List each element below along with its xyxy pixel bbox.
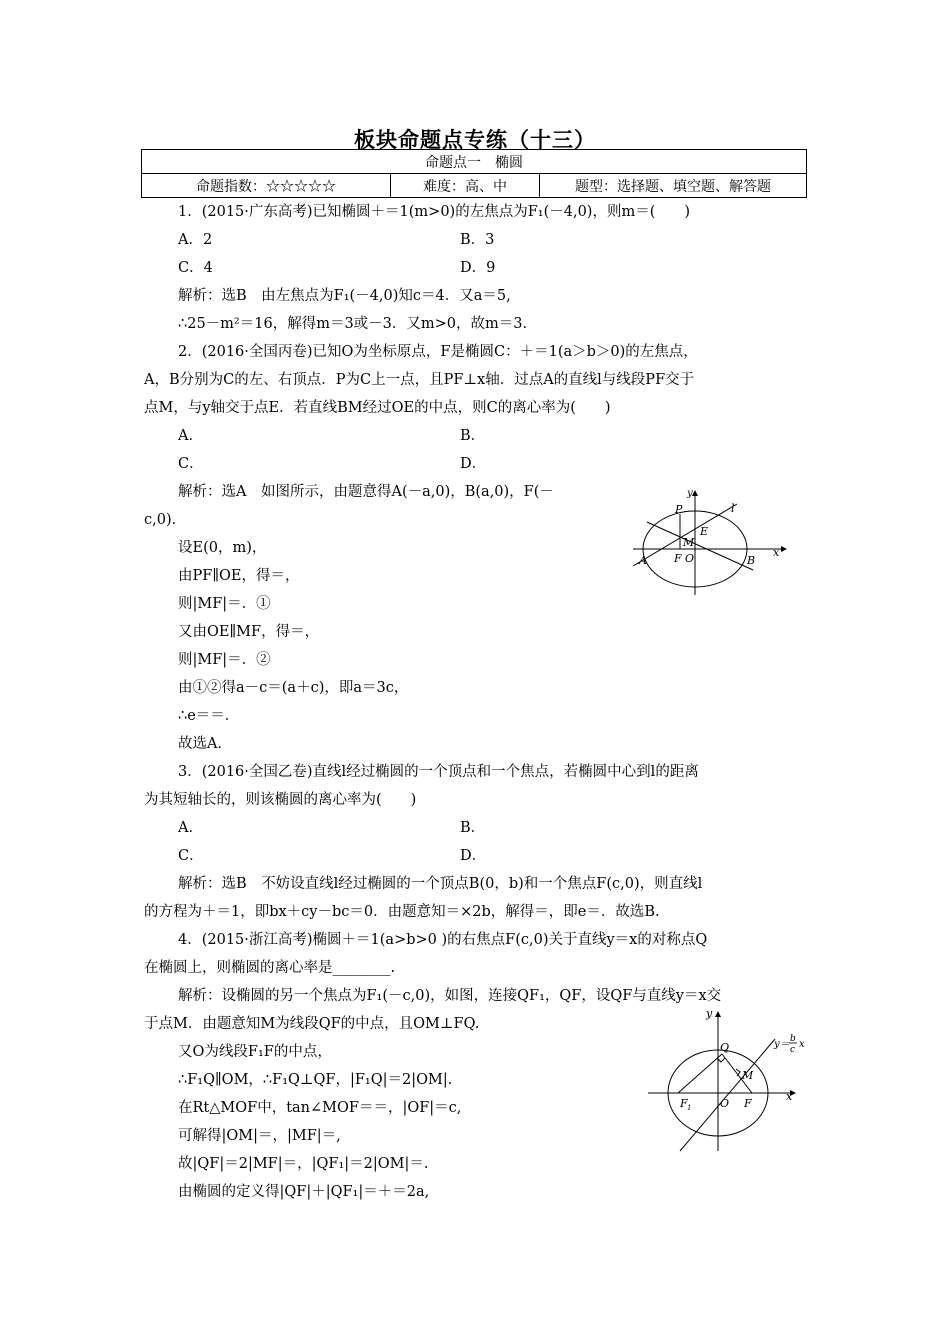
fig2-label-f: F — [744, 1097, 752, 1110]
fig2-label-m: M — [742, 1069, 754, 1082]
fig2-label-b: b — [790, 1034, 796, 1044]
fig2-label-o: O — [720, 1097, 730, 1110]
fig2-label-q: Q — [720, 1041, 730, 1054]
fig2-label-f1: F — [680, 1097, 688, 1110]
q2-solution-6: 又由OE∥MF，得＝， — [178, 624, 320, 640]
q3-option-d: D． — [460, 848, 487, 864]
q4-solution-7: 故|QF|＝2|MF|＝，|QF₁|＝2|OM|＝. — [178, 1156, 429, 1172]
fig2-label-y: y — [706, 1007, 713, 1020]
q4-solution-4: ∴F₁Q∥OM，∴F₁Q⊥QF，|F₁Q|＝2|OM|. — [178, 1072, 453, 1088]
fig1-label-a: A — [639, 554, 647, 567]
q2-solution-4: 由PF∥OE，得＝， — [178, 568, 300, 584]
q3-stem-1: 3．(2016·全国乙卷)直线l经过椭圆的一个顶点和一个焦点，若椭圆中心到l的距离 — [178, 764, 699, 780]
q2-solution-3: 设E(0，m)， — [178, 540, 267, 556]
difficulty-cell: 难度：高、中 — [391, 174, 540, 198]
q2-solution-9: ∴e＝＝． — [178, 708, 240, 724]
q3-solution-1: 解析：选B 不妨设直线l经过椭圆的一个顶点B(0，b)和一个焦点F(c,0)，则直线l — [178, 876, 703, 892]
q1-solution-1: 解析：选B 由左焦点为F₁(－4,0)知c＝4．又a＝5, — [178, 288, 511, 304]
q2-solution-1: 解析：选A 如图所示，由题意得A(－a,0)，B(a,0)，F(－ — [178, 484, 554, 500]
q1-option-b: B．3 — [460, 232, 495, 248]
q1-option-a: A．2 — [178, 232, 213, 248]
q3-option-c: C． — [178, 848, 204, 864]
fig2-label-c: c — [790, 1045, 796, 1055]
fig1-label-f: F — [674, 552, 682, 565]
q4-solution-1: 解析：设椭圆的另一个焦点为F₁(－c,0)，如图，连接QF₁，QF，设QF与直线y＝x交 — [178, 988, 722, 1004]
q4-solution-6: 可解得|OM|＝，|MF|＝, — [178, 1128, 341, 1144]
fig1-label-y: y — [687, 488, 693, 499]
q1-option-d: D．9 — [460, 260, 496, 276]
q3-option-b: B． — [460, 820, 486, 836]
fig1-label-p: P — [675, 503, 683, 516]
q4-stem-1: 4．(2015·浙江高考)椭圆＋＝1(a>b>0 )的右焦点F(c,0)关于直线y＝x的对称点Q — [178, 932, 708, 948]
q2-solution-10: 故选A． — [178, 736, 232, 752]
q1-stem: 1．(2015·广东高考)已知椭圆＋＝1(m>0)的左焦点为F₁(－4,0)，则m＝( ) — [178, 204, 691, 220]
q2-option-d: D． — [460, 456, 487, 472]
fig1-label-b: B — [747, 554, 756, 567]
q2-solution-2: c,0)． — [144, 512, 187, 528]
q1-solution-2: ∴25－m²＝16，解得m＝3或－3．又m>0，故m＝3. — [178, 316, 528, 332]
fig1-label-x: x — [773, 546, 780, 559]
q2-stem-2: A，B分别为C的左、右顶点．P为C上一点，且PF⊥x轴．过点A的直线l与线段PF交于 — [144, 372, 695, 388]
section-title: 命题点一 椭圆 — [142, 150, 807, 174]
page-title: 板块命题点专练（十三） — [354, 128, 596, 152]
index-cell: 命题指数：☆☆☆☆☆ — [142, 174, 391, 198]
fig1-label-o: O — [685, 552, 695, 565]
q4-solution-2: 于点M．由题意知M为线段QF的中点，且OM⊥FQ. — [144, 1016, 480, 1032]
fig2-label-x: x — [786, 1090, 793, 1103]
q3-stem-2: 为其短轴长的，则该椭圆的离心率为( ) — [144, 792, 417, 808]
q3-solution-2: 的方程为＋＝1，即bx＋cy－bc＝0．由题意知＝×2b，解得＝，即e＝．故选B. — [144, 904, 660, 920]
q4-solution-5: 在Rt△MOF中，tan∠MOF＝＝，|OF|＝c, — [178, 1100, 462, 1116]
types-cell: 题型：选择题、填空题、解答题 — [540, 174, 807, 198]
q4-solution-3: 又O为线段F₁F的中点， — [178, 1044, 332, 1060]
fig2-label-eq: y＝ — [774, 1039, 790, 1050]
fig2-label-eqx: x — [799, 1039, 805, 1050]
q2-stem-1: 2．(2016·全国丙卷)已知O为坐标原点，F是椭圆C：＋＝1(a＞b＞0)的左焦点， — [178, 344, 698, 360]
q2-solution-7: 则|MF|＝．② — [178, 652, 271, 668]
fig1-label-e: E — [700, 525, 709, 538]
q2-option-c: C． — [178, 456, 204, 472]
q1-option-c: C．4 — [178, 260, 213, 276]
q2-option-b: B． — [460, 428, 486, 444]
fig2-label-f1-sub: 1 — [687, 1104, 692, 1112]
q2-stem-3: 点M，与y轴交于点E．若直线BM经过OE的中点，则C的离心率为( ) — [144, 400, 611, 416]
q4-stem-2: 在椭圆上，则椭圆的离心率是________. — [144, 960, 396, 976]
q4-solution-8: 由椭圆的定义得|QF|＋|QF₁|＝＋＝2a, — [178, 1184, 430, 1200]
info-table — [141, 149, 807, 198]
ellipse-figure-1 — [625, 480, 790, 600]
q2-option-a: A． — [178, 428, 203, 444]
q3-option-a: A． — [178, 820, 203, 836]
fig1-label-l: l — [731, 502, 735, 515]
q2-solution-8: 由①②得a－c＝(a＋c)，即a＝3c， — [178, 680, 409, 696]
fig1-label-m: M — [683, 536, 695, 549]
ellipse-figure-2 — [640, 1005, 815, 1155]
q2-solution-5: 则|MF|＝．① — [178, 596, 271, 612]
